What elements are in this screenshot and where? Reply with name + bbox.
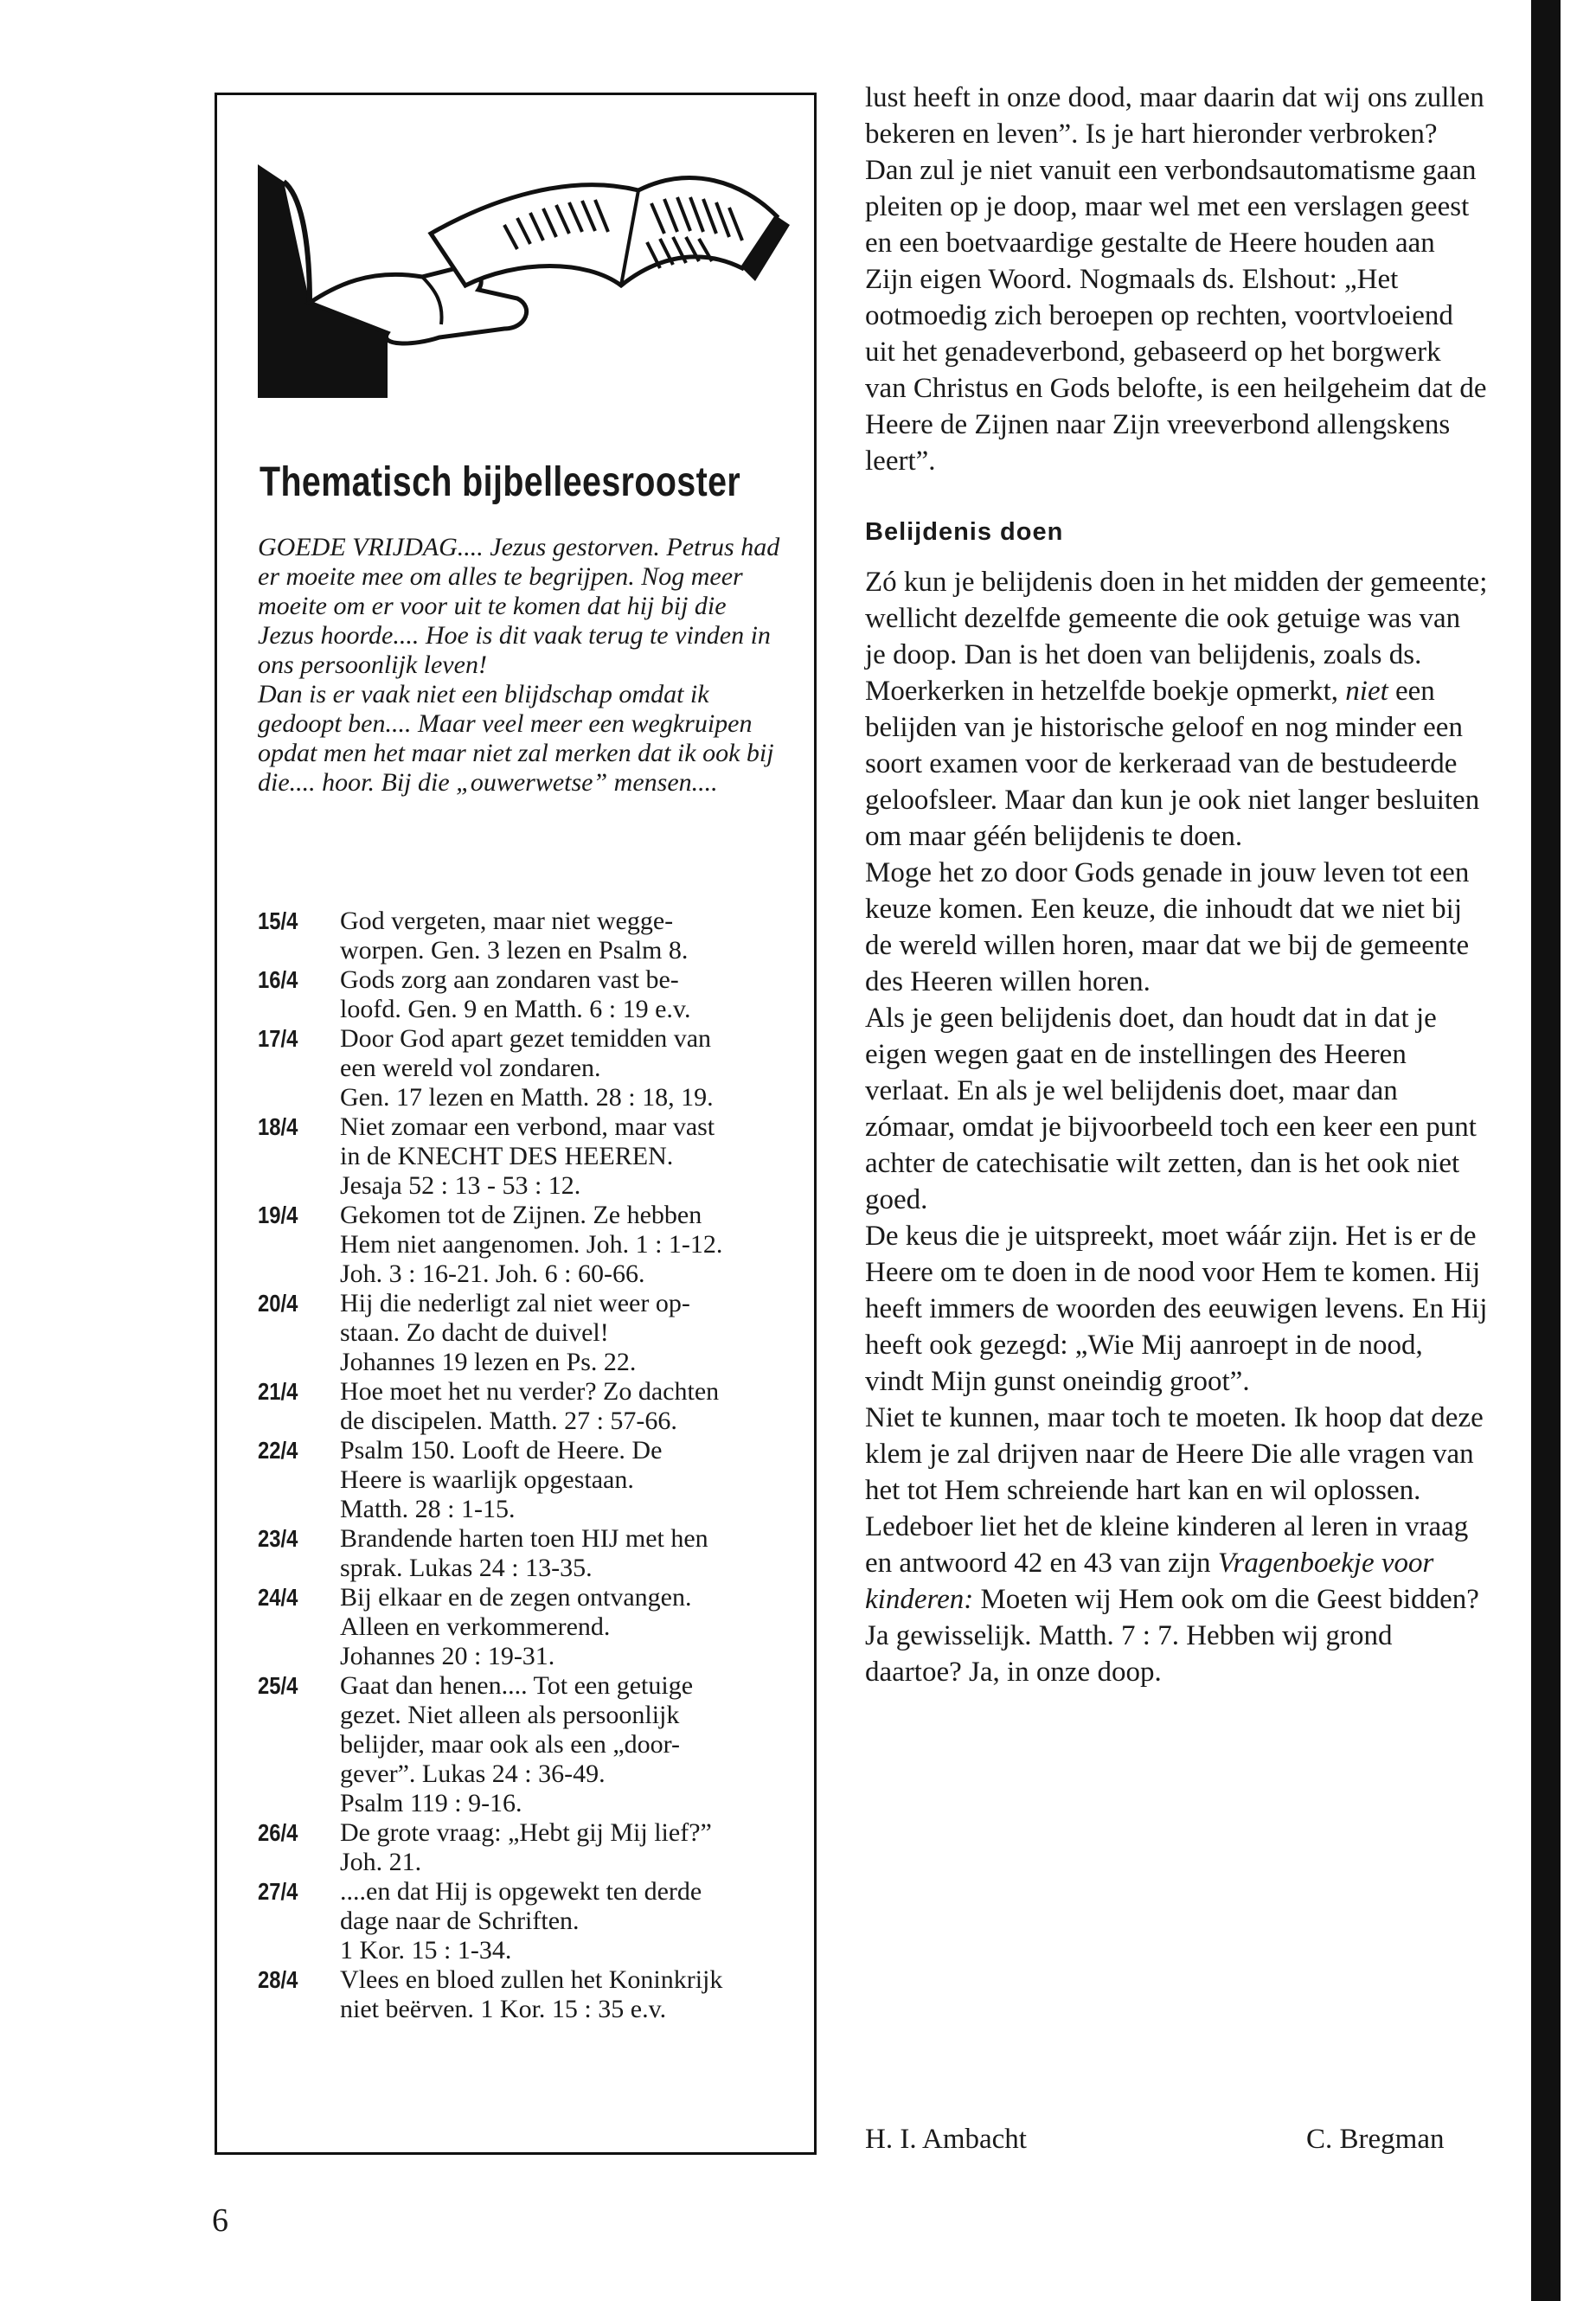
entry-line: Joh. 21.: [340, 1848, 422, 1876]
entry-text: [340, 1583, 794, 1671]
entry-line: Brandende harten toen HIJ met hen: [340, 1524, 708, 1553]
schedule-entry: [258, 1818, 794, 1877]
entry-line: Matth. 28 : 1-15.: [340, 1495, 516, 1523]
schedule-entry: [258, 1289, 794, 1377]
entry-line: Gaat dan henen.... Tot een getuige: [340, 1671, 694, 1700]
article-column: [865, 80, 1488, 1690]
schedule-entry: [258, 1877, 794, 1965]
scan-edge-bar: [1531, 0, 1561, 2301]
entry-text: [340, 1877, 794, 1965]
entry-line: Johannes 19 lezen en Ps. 22.: [340, 1348, 637, 1376]
text-run: Zó kun je belijdenis doen in het midden der gemeente; wellicht dezelfde gemeente die ook getuige was van je doop. Dan is het doen van belijdenis, zoals ds. Moerkerken in hetzelfde boekje opmerkt,: [865, 567, 1488, 707]
entry-text: [340, 1377, 794, 1436]
entry-line: Joh. 3 : 16-21. Joh. 6 : 60-66.: [340, 1259, 645, 1288]
entry-line: Psalm 119 : 9-16.: [340, 1789, 522, 1817]
schedule-entry: [258, 1524, 794, 1583]
book-title: Vragenboekje voor kinderen:: [865, 1548, 1434, 1615]
entry-text: [340, 1436, 794, 1524]
schedule-intro: [258, 533, 785, 798]
schedule-entry: [258, 1112, 794, 1201]
entry-date: 25/4: [258, 1672, 298, 1699]
schedule-entry: [258, 1436, 794, 1524]
intro-paragraph-1: GOEDE VRIJDAG.... Jezus gestorven. Petrus had er moeite mee om alles te begrijpen. Nog meer moeite om er voor uit te komen dat hij bij die Jezus hoorde.... Hoe is dit vaak terug te vinden in ons persoonlijk leven!: [258, 533, 780, 679]
entry-text: [340, 1818, 794, 1877]
entry-line: Jesaja 52 : 13 - 53 : 12.: [340, 1171, 581, 1200]
entry-date: 20/4: [258, 1290, 298, 1317]
entry-line: Gekomen tot de Zijnen. Ze hebben: [340, 1201, 702, 1229]
entry-line: sprak. Lukas 24 : 13-35.: [340, 1554, 593, 1582]
entry-line: gezet. Niet alleen als persoonlijk: [340, 1701, 680, 1729]
entry-line: Hem niet aangenomen. Joh. 1 : 1-12.: [340, 1230, 723, 1259]
entry-line: worpen. Gen. 3 lezen en Psalm 8.: [340, 936, 689, 965]
author-signature-right: C. Bregman: [1306, 2124, 1445, 2155]
schedule-entry: [258, 907, 794, 965]
entry-text: [340, 965, 794, 1024]
entry-date: 15/4: [258, 907, 298, 934]
entry-line: 1 Kor. 15 : 1-34.: [340, 1936, 512, 1965]
entry-line: in de KNECHT DES HEEREN.: [340, 1142, 674, 1170]
entry-line: Johannes 20 : 19-31.: [340, 1642, 555, 1670]
entry-line: niet beërven. 1 Kor. 15 : 35 e.v.: [340, 1995, 667, 2023]
entry-line: Alleen en verkommerend.: [340, 1612, 611, 1641]
schedule-entry: [258, 1201, 794, 1289]
author-signature-left: H. I. Ambacht: [865, 2124, 1027, 2155]
emphasis-text: niet: [1345, 676, 1388, 707]
intro-paragraph-2: Dan is er vaak niet een blijdschap omdat ik gedoopt ben.... Maar veel meer een wegkruipen opdat men het maar niet zal merken dat ik ook bij die.... hoor. Bij die „ouwerwetse” mensen....: [258, 680, 774, 797]
entry-line: God vergeten, maar niet wegge-: [340, 907, 674, 935]
entry-line: staan. Zo dacht de duivel!: [340, 1318, 609, 1347]
entry-line: Gods zorg aan zondaren vast be-: [340, 965, 679, 994]
entry-line: Vlees en bloed zullen het Koninkrijk: [340, 1965, 723, 1994]
entry-date: 24/4: [258, 1584, 298, 1611]
entry-line: Gen. 17 lezen en Matth. 28 : 18, 19.: [340, 1083, 714, 1112]
entry-line: Door God apart gezet temidden van: [340, 1024, 712, 1053]
entry-line: dage naar de Schriften.: [340, 1907, 580, 1935]
entry-text: [340, 1965, 794, 2024]
reading-schedule-list: [258, 907, 794, 2024]
schedule-entry: [258, 1024, 794, 1112]
schedule-entry: [258, 1377, 794, 1436]
bible-hand-illustration: [258, 130, 811, 398]
article-paragraph: [865, 1509, 1488, 1690]
schedule-entry: [258, 1965, 794, 2024]
article-paragraph: Niet te kunnen, maar toch te moeten. Ik hoop dat deze klem je zal drijven naar de Heere Die alle vragen van het tot Hem schreiende hart kan en wil oplossen.: [865, 1402, 1484, 1506]
entry-line: Niet zomaar een verbond, maar vast: [340, 1112, 715, 1141]
entry-line: gever”. Lukas 24 : 36-49.: [340, 1759, 606, 1788]
entry-text: [340, 1671, 794, 1818]
text-run: een belijden van je historische geloof en nog minder een soort examen voor de kerkeraad van de bestudeerde geloofsleer. Maar dan kun je ook niet langer besluiten om maar géén belijdenis te doen.: [865, 676, 1480, 852]
entry-line: Psalm 150. Looft de Heere. De: [340, 1436, 663, 1465]
entry-date: 18/4: [258, 1113, 298, 1140]
entry-date: 19/4: [258, 1202, 298, 1228]
entry-date: 22/4: [258, 1437, 298, 1464]
schedule-entry: [258, 965, 794, 1024]
entry-line: Bij elkaar en de zegen ontvangen.: [340, 1583, 692, 1612]
entry-line: de discipelen. Matth. 27 : 57-66.: [340, 1407, 677, 1435]
entry-line: loofd. Gen. 9 en Matth. 6 : 19 e.v.: [340, 995, 691, 1023]
text-run: Moeten wij Hem ook om die Geest bidden? Ja gewisselijk. Matth. 7 : 7. Hebben wij grond daartoe? Ja, in onze doop.: [865, 1584, 1479, 1688]
entry-line: een wereld vol zondaren.: [340, 1054, 601, 1082]
entry-text: [340, 907, 794, 965]
entry-text: [340, 1201, 794, 1289]
entry-line: Hij die nederligt zal niet weer op-: [340, 1289, 690, 1317]
article-paragraph: lust heeft in onze dood, maar daarin dat wij ons zullen bekeren en leven”. Is je hart hieronder verbroken? Dan zul je niet vanuit een verbondsautomatisme gaan pleiten op je doop, maar wel met een verslagen geest en een boetvaardige gestalte de Heere houden aan Zijn eigen Woord. Nogmaals ds. Elshout: „Het ootmoedig zich beroepen op rechten, voortvloeiend uit het genadeverbond, gebaseerd op het borgwerk van Christus en Gods belofte, is een heilgeheim dat de Heere de Zijnen naar Zijn vreeverbond allengskens leert”.: [865, 82, 1487, 477]
entry-date: 21/4: [258, 1378, 298, 1405]
entry-date: 27/4: [258, 1878, 298, 1905]
entry-text: [340, 1112, 794, 1201]
article-paragraph: Als je geen belijdenis doet, dan houdt dat in dat je eigen wegen gaat en de instellingen des Heeren verlaat. En als je wel belijdenis doet, maar dan zómaar, omdat je bijvoorbeeld toch een keer een punt achter de catechisatie wilt zetten, dan is het ook niet goed.: [865, 1003, 1477, 1215]
entry-text: [340, 1289, 794, 1377]
article-paragraph: Moge het zo door Gods genade in jouw leven tot een keuze komen. Een keuze, die inhoudt dat we niet bij de wereld willen horen, maar dat we bij de gemeente des Heeren willen horen.: [865, 857, 1470, 997]
entry-text: [340, 1524, 794, 1583]
entry-date: 16/4: [258, 966, 298, 993]
schedule-entry: [258, 1671, 794, 1818]
entry-date: 26/4: [258, 1819, 298, 1846]
schedule-title: Thematisch bijbelleesrooster: [260, 459, 741, 505]
entry-line: Hoe moet het nu verder? Zo dachten: [340, 1377, 720, 1406]
entry-line: ....en dat Hij is opgewekt ten derde: [340, 1877, 702, 1906]
article-paragraph: De keus die je uitspreekt, moet wáár zijn. Het is er de Heere om te doen in de nood voor Hem te komen. Hij heeft immers de woorden des eeuwigen levens. En Hij heeft ook gezegd: „Wie Mij aanroept in de nood, vindt Mijn gunst oneindig groot”.: [865, 1221, 1488, 1397]
page-number: 6: [212, 2202, 228, 2239]
section-heading: Belijdenis doen: [865, 518, 1064, 546]
entry-text: [340, 1024, 794, 1112]
entry-line: Heere is waarlijk opgestaan.: [340, 1465, 634, 1494]
entry-date: 28/4: [258, 1966, 298, 1993]
article-paragraph: [865, 564, 1488, 855]
schedule-entry: [258, 1583, 794, 1671]
entry-line: belijder, maar ook als een „door-: [340, 1730, 681, 1759]
text-run: Ledeboer liet het de kleine kinderen al leren in vraag en antwoord 42 en 43 van zijn: [865, 1511, 1469, 1579]
entry-date: 23/4: [258, 1525, 298, 1552]
entry-date: 17/4: [258, 1025, 298, 1052]
entry-line: De grote vraag: „Hebt gij Mij lief?”: [340, 1818, 712, 1847]
